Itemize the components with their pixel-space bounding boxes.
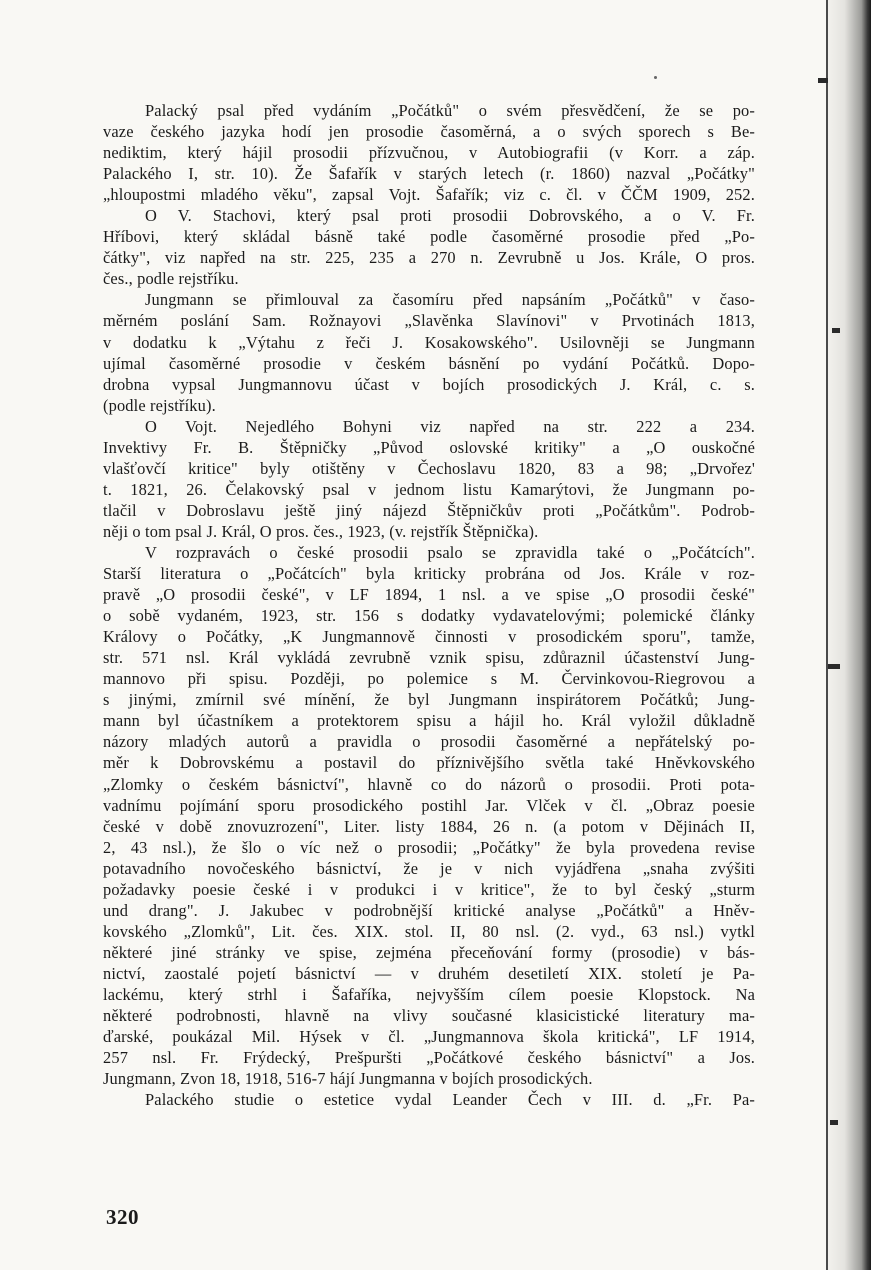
text-line: pravě „O prosodii české", v LF 1894, 1 nsl. a ve spise „O prosodii české" [103, 585, 755, 605]
text-line: o sobě vydaném, 1923, str. 156 s dodatky vydavatelovými; polemické články [103, 606, 755, 626]
text-line: vadnímu pojímání sporu prosodického postihl Jar. Vlček v čl. „Obraz poesie [103, 795, 755, 815]
text-line: V rozpravách o české prosodii psalo se zpravidla také o „Počátcích". [145, 542, 755, 562]
text-line: v dodatku k „Výtahu z řeči J. Kosakowského". Usilovněji se Jungmann [103, 332, 755, 352]
text-line: čes., podle rejstříku. [103, 269, 239, 289]
text-line: názory mladých autorů a pravidla o prosodii časoměrné a nepřátelský po- [103, 732, 755, 752]
text-line: ďarské, poukázal Mil. Hýsek v čl. „Jungmannova škola kritická", LF 1914, [103, 1027, 755, 1047]
text-line: drobna vypsal Jungmannovu účast v bojích prosodických J. Král, c. s. [103, 374, 755, 394]
edge-mark [828, 664, 840, 669]
text-line: s jinými, zmírnil své mínění, že byl Jungmann inspirátorem Počátků; Jung- [103, 690, 755, 710]
edge-mark [830, 1120, 838, 1125]
body-text [103, 100, 755, 1110]
text-line: potavadního novočeského básnictví, že je v nich vyjádřena „snaha zvýšiti [103, 858, 755, 878]
text-line: (podle rejstříku). [103, 395, 216, 415]
text-line: Starší literatura o „Počátcích" byla kriticky probrána od Jos. Krále v roz- [103, 564, 755, 584]
text-line: Královy o Počátky, „K Jungmannově činnosti v prosodickém sporu", tamže, [103, 627, 755, 647]
page-edge-shadow [827, 0, 871, 1270]
text-line: tlačil v Dobroslavu ještě jiný nájezd Štěpničkův proti „Počátkům". Podrob- [103, 500, 755, 520]
text-line: Palackého I, str. 10). Že Šafařík v starých letech (r. 1860) nazval „Počátky" [103, 164, 755, 184]
text-line: požadavky poesie české i v produkci i v kritice", že to byl český „sturm [103, 879, 755, 899]
text-line: české v době znovuzrození", Liter. listy 1884, 26 n. (a potom v Dějinách II, [103, 816, 755, 836]
text-line: něji o tom psal J. Král, O pros. čes., 1923, (v. rejstřík Štěpnička). [103, 521, 539, 541]
edge-mark [832, 328, 840, 333]
speck [654, 76, 657, 79]
text-line: mann byl účastníkem a protektorem spisu a hájil ho. Král vyložil důkladně [103, 711, 755, 731]
edge-mark [818, 78, 828, 83]
text-line: 257 nsl. Fr. Frýdecký, Prešpuršti „Počátkové českého básnictví" a Jos. [103, 1048, 755, 1068]
text-line: „Zlomky o českém básnictví", hlavně co do názorů o prosodii. Proti pota- [103, 774, 755, 794]
text-line: Palacký psal před vydáním „Počátků" o svém přesvědčení, že se po- [145, 101, 755, 120]
text-line: Hříbovi, který skládal básně také podle časoměrné prosodie před „Po- [103, 227, 755, 247]
text-line: Invektivy Fr. B. Štěpničky „Původ oslovské kritiky" a „O ouskočné [103, 437, 755, 457]
text-line: Jungmann, Zvon 18, 1918, 516-7 hájí Jungmanna v bojích prosodických. [103, 1069, 593, 1089]
text-line: nictví, zaostalé pojetí básnictví — v druhém desetiletí XIX. století je Pa- [103, 963, 755, 983]
text-line: mannovo při spisu. Později, po polemice s M. Červinkovou-Riegrovou a [103, 669, 755, 689]
text-line: Palackého studie o estetice vydal Leander Čech v III. d. „Fr. Pa- [145, 1090, 755, 1110]
text-line: O V. Stachovi, který psal proti prosodii Dobrovského, a o V. Fr. [145, 206, 755, 226]
text-line: některé jiné stránky ve spise, zejména přeceňování formy (prosodie) v bás- [103, 942, 755, 962]
text-line: nediktim, který hájil prosodii přízvučnou, v Autobiografii (v Korr. a záp. [103, 143, 755, 163]
text-line: měrném poslání Sam. Rožnayovi „Slavěnka Slavínovi" v Prvotinách 1813, [103, 311, 755, 331]
text-line: vaze českého jazyka hodí jen prosodie časoměrná, a o svých sporech s Be- [103, 122, 755, 142]
text-line: ujímal časoměrné prosodie v českém básnění po vydání Počátků. Dopo- [103, 353, 755, 373]
text-line: Jungmann se přimlouval za časomíru před napsáním „Počátků" v časo- [145, 290, 755, 310]
text-line: O Vojt. Nejedlého Bohyni viz napřed na str. 222 a 234. [145, 416, 755, 436]
text-line: lackému, který strhl i Šafaříka, nejvyšším cílem poesie Klopstock. Na [103, 984, 755, 1004]
page-number: 320 [106, 1205, 139, 1229]
text-line: kovského „Zlomků", Lit. čes. XIX. stol. II, 80 nsl. (2. vyd., 63 nsl.) vytkl [103, 921, 755, 941]
text-line: str. 571 nsl. Král vykládá zevrubně vznik spisu, zdůraznil účastenství Jung- [103, 648, 755, 668]
text-line: 2, 43 nsl.), že šlo o víc než o prosodii; „Počátky" že byla provedena revise [103, 837, 755, 857]
text-line: čátky", viz napřed na str. 225, 235 a 270 n. Zevrubně u Jos. Krále, O pros. [103, 248, 755, 268]
text-line: und drang". J. Jakubec v podrobnější kritické analyse „Počátků" a Hněv- [103, 900, 755, 920]
text-line: „hloupostmi mladého věku", zapsal Vojt. Šafařík; viz c. čl. v ČČM 1909, 252. [103, 185, 755, 205]
gutter-line [826, 0, 828, 1270]
text-line: vlašťovčí kritice" byly otištěny v Čechoslavu 1820, 83 a 98; „Drvořez' [103, 458, 755, 478]
text-line: některé podrobnosti, hlavně na vlivy současné klasicistické literatury ma- [103, 1006, 755, 1026]
text-line: t. 1821, 26. Čelakovský psal v jednom listu Kamarýtovi, že Jungmann po- [103, 479, 755, 499]
text-line: měr k Dobrovskému a postavil do příznivějšího světla také Hněvkovského [103, 753, 755, 773]
